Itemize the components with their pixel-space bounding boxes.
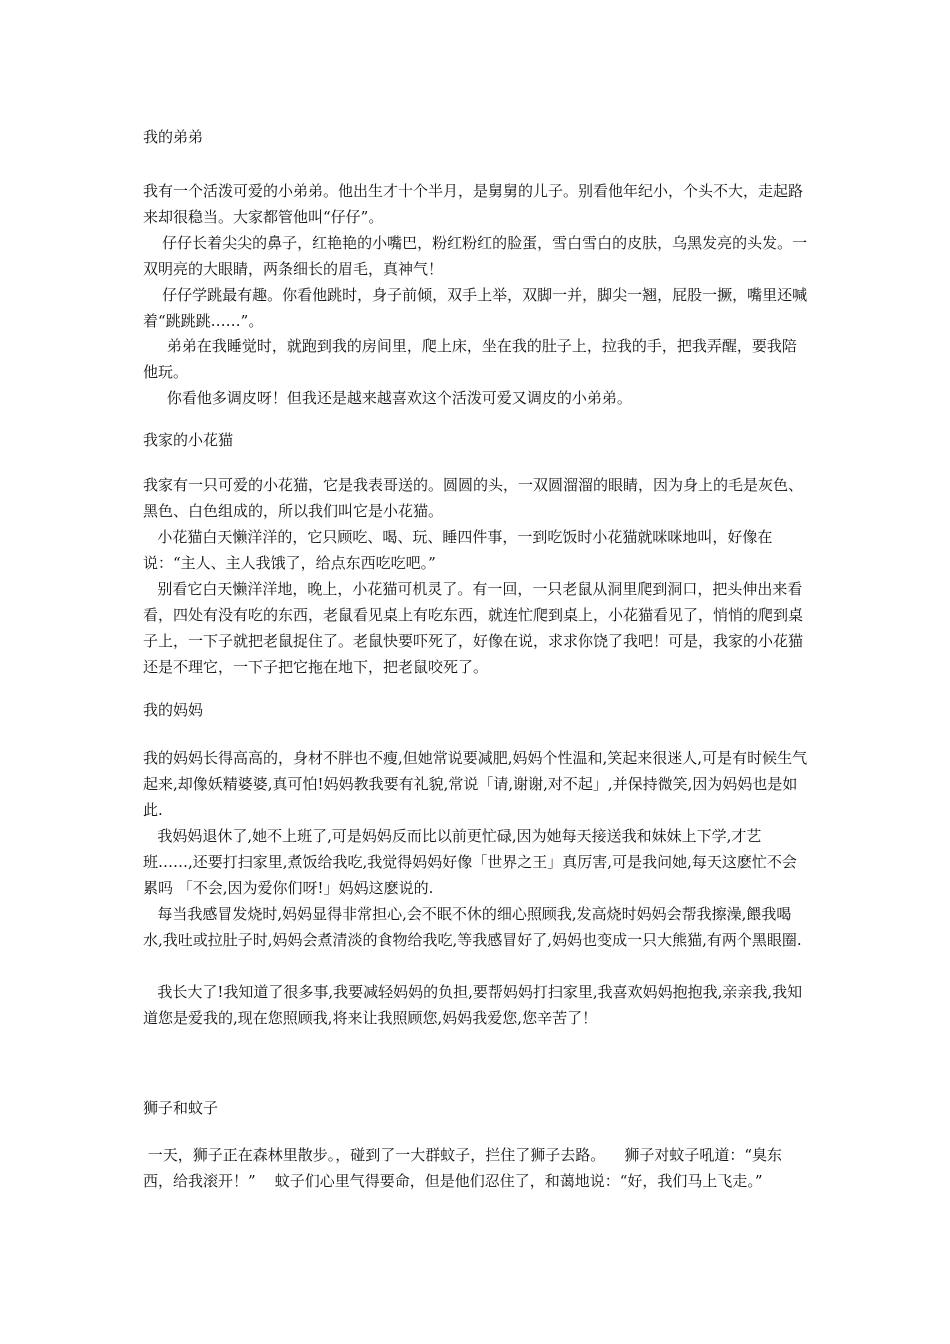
paragraph: 我有一个活泼可爱的小弟弟。他出生才十个半月，是舅舅的儿子。别看他年纪小，个头不大，走起路来却很稳当。大家都管他叫“仔仔”。 (143, 182, 804, 226)
paragraph: 我妈妈退休了,她不上班了,可是妈妈反而比以前更忙碌,因为她每天接送我和妹妹上下学,才艺班……,还要打扫家里,煮饭给我吃,我觉得妈妈好像「世界之王」真厉害,可是我问她,每天这麽忙不会累吗 「不会,因为爱你们呀!」妈妈这麽说的. (143, 827, 797, 897)
paragraph: 我的妈妈长得高高的，身材不胖也不瘦,但她常说要减肥,妈妈个性温和,笑起来很迷人,可是有时候生气起来,却像妖精婆婆,真可怕!妈妈教我要有礼貌,常说「请,谢谢,对不起」,并保持微笑,因为妈妈也是如此. (143, 749, 808, 819)
paragraph: 我长大了!我知道了很多事,我要减轻妈妈的负担,要帮妈妈打扫家里,我喜欢妈妈抱抱我,亲亲我,我知道您是爱我的,现在您照顾我,将来让我照顾您,妈妈我爱您,您辛苦了！ (143, 983, 803, 1027)
section-title-cat: 我家的小花猫 (143, 431, 234, 449)
paragraph: 每当我感冒发烧时,妈妈显得非常担心,会不眠不休的细心照顾我,发高烧时妈妈会帮我擦澡,餵我喝水,我吐或拉肚子时,妈妈会煮清淡的食物给我吃,等我感冒好了,妈妈也变成一只大熊猫,有两个黑眼圈. (143, 905, 802, 949)
paragraph: 弟弟在我睡觉时，就跑到我的房间里，爬上床，坐在我的肚子上，拉我的手，把我弄醒，要我陪他玩。 (143, 337, 797, 381)
paragraph: 仔仔学跳最有趣。你看他跳时，身子前倾，双手上举，双脚一并，脚尖一翘，屁股一撅，嘴里还喊着“跳跳跳……”。 (143, 286, 808, 330)
section-title-mom: 我的妈妈 (143, 701, 204, 719)
section-title-brother: 我的弟弟 (143, 128, 204, 146)
paragraph: 小花猫白天懒洋洋的，它只顾吃、喝、玩、睡四件事，一到吃饭时小花猫就咪咪地叫，好像在说：“主人、主人我饿了，给点东西吃吃吧。” (143, 528, 773, 572)
paragraph: 别看它白天懒洋洋地，晚上，小花猫可机灵了。有一回，一只老鼠从洞里爬到洞口，把头伸出来看看，四处有没有吃的东西，老鼠看见桌上有吃东西，就连忙爬到桌上，小花猫看见了，悄悄的爬到桌子上，一下子就把老鼠捉住了。老鼠快要吓死了，好像在说，求求你饶了我吧！可是，我家的小花猫还是不理它，一下子把它拖在地下，把老鼠咬死了。 (143, 580, 804, 676)
section-title-lion: 狮子和蚊子 (143, 1099, 219, 1117)
paragraph: 我家有一只可爱的小花猫，它是我表哥送的。圆圆的头，一双圆溜溜的眼睛，因为身上的毛是灰色、黑色、白色组成的，所以我们叫它是小花猫。 (143, 476, 804, 520)
paragraph: 一天，狮子正在森林里散步。，碰到了一大群蚊子，拦住了狮子去路。 狮子对蚊子吼道：“臭东西，给我滚开！” 蚊子们心里气得要命，但是他们忍住了，和蔼地说：“好，我们马上飞走。” (143, 1146, 783, 1190)
paragraph: 你看他多调皮呀！但我还是越来越喜欢这个活泼可爱又调皮的小弟弟。 (143, 389, 632, 407)
paragraph: 仔仔长着尖尖的鼻子，红艳艳的小嘴巴，粉红粉红的脸蛋，雪白雪白的皮肤，乌黑发亮的头发。一双明亮的大眼睛，两条细长的眉毛，真神气！ (143, 234, 808, 278)
